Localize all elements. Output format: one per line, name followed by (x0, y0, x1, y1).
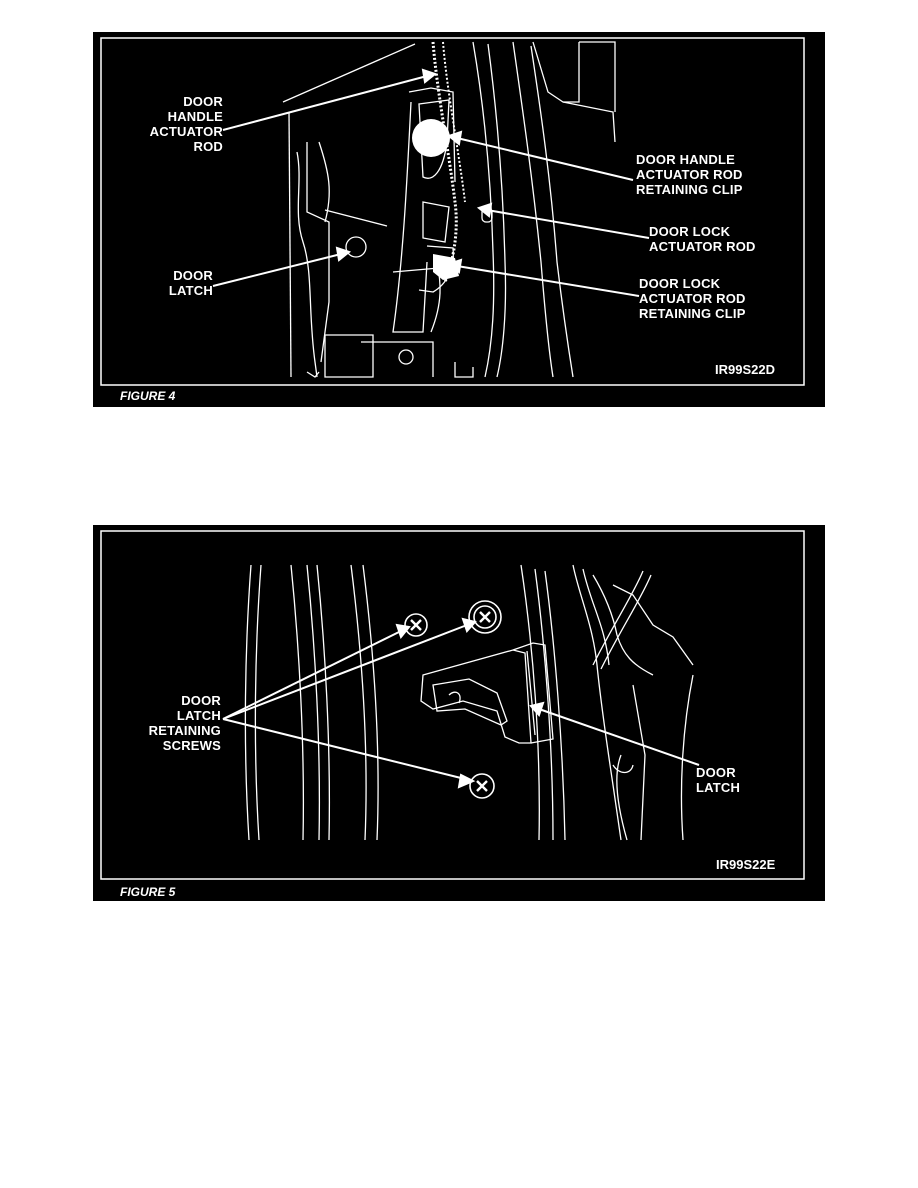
label-door-lock-rod-retaining-clip: DOOR LOCK ACTUATOR ROD RETAINING CLIP (639, 276, 746, 321)
label-door-latch: DOOR LATCH (168, 268, 213, 298)
label-door-latch: DOOR LATCH (696, 765, 741, 795)
figure-5-code: IR99S22E (716, 857, 776, 872)
label-door-handle-rod-retaining-clip: DOOR HANDLE ACTUATOR ROD RETAINING CLIP (636, 152, 743, 197)
label-door-latch-retaining-screws: DOOR LATCH RETAINING SCREWS (148, 693, 221, 753)
figure-5 (93, 525, 825, 901)
label-door-handle-actuator-rod: DOOR HANDLE ACTUATOR ROD (149, 94, 223, 154)
figure-4 (93, 32, 825, 407)
label-door-lock-actuator-rod: DOOR LOCK ACTUATOR ROD (649, 224, 756, 254)
figure-5-caption: FIGURE 5 (120, 885, 176, 899)
figure-4-illustration (93, 32, 825, 407)
figure-4-caption: FIGURE 4 (120, 389, 176, 403)
figure-4-code: IR99S22D (715, 362, 775, 377)
